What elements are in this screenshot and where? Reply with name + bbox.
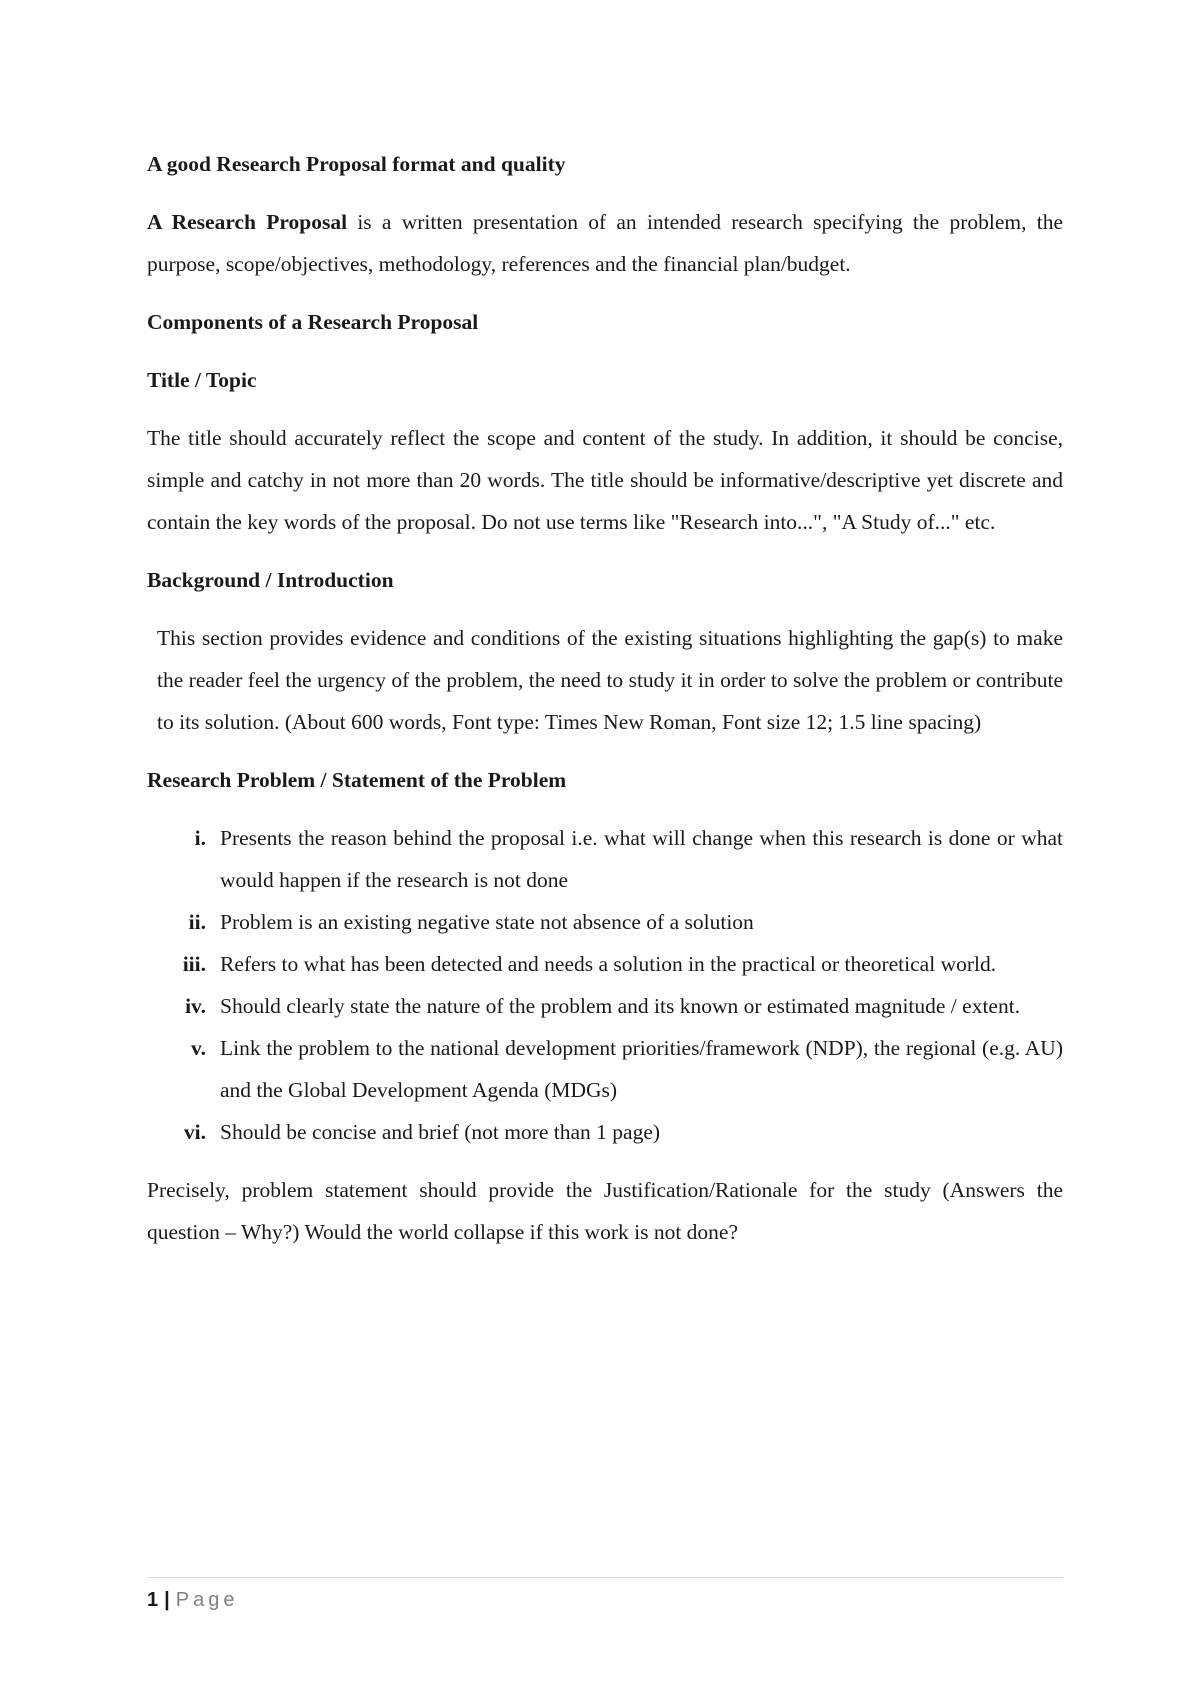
list-item-text: Problem is an existing negative state not absence of a solution [220, 910, 754, 934]
conclusion-paragraph: Precisely, problem statement should provide the Justification/Rationale for the study (Answers the question – Why?) Would the world collapse if this work is not done? [147, 1178, 1063, 1244]
document-title: A good Research Proposal format and quality [147, 152, 566, 176]
list-item-text: Should clearly state the nature of the problem and its known or estimated magnitude / extent. [220, 994, 1021, 1018]
list-numeral: vi. [183, 1120, 206, 1144]
list-item-text: Link the problem to the national development priorities/framework (NDP), the regional (e.g. AU) and the Global Development Agenda (MDGs) [220, 1036, 1063, 1102]
document-body [147, 143, 1063, 1269]
page-label: Page [175, 1589, 239, 1611]
footer-separator: | [164, 1589, 170, 1611]
list-numeral: iii. [182, 952, 206, 976]
research-problem-heading: Research Problem / Statement of the Problem [147, 768, 567, 792]
list-item-text: Refers to what has been detected and needs a solution in the practical or theoretical world. [220, 952, 997, 976]
list-item [147, 1027, 1063, 1111]
background-paragraph: This section provides evidence and conditions of the existing situations highlighting the gap(s) to make the reader feel the urgency of the problem, the need to study it in order to solve the problem or contribute to its solution. (About 600 words, Font type: Times New Roman, Font size 12; 1.5 line spacing) [157, 626, 1063, 734]
definition-term: A Research Proposal [147, 210, 348, 234]
list-item [147, 901, 1063, 943]
list-numeral: v. [191, 1036, 206, 1060]
list-item [147, 817, 1063, 901]
list-item [147, 985, 1063, 1027]
research-problem-list [147, 817, 1063, 1153]
page-footer [147, 1577, 1063, 1614]
list-numeral: i. [194, 826, 206, 850]
title-topic-heading: Title / Topic [147, 368, 257, 392]
definition-paragraph [147, 201, 1063, 285]
components-heading: Components of a Research Proposal [147, 310, 479, 334]
page-number: 1 [147, 1589, 159, 1611]
list-item-text: Should be concise and brief (not more than 1 page) [220, 1120, 661, 1144]
list-item [147, 1111, 1063, 1153]
list-item-text: Presents the reason behind the proposal i.e. what will change when this research is done or what would happen if the research is not done [220, 826, 1063, 892]
list-numeral: ii. [188, 910, 206, 934]
background-heading: Background / Introduction [147, 568, 394, 592]
definition-text: is a written presentation of an intended research specifying the problem, the purpose, scope/objectives, methodology, references and the financial plan/budget. [147, 210, 1063, 276]
list-item [147, 943, 1063, 985]
list-numeral: iv. [185, 994, 206, 1018]
title-topic-paragraph: The title should accurately reflect the scope and content of the study. In addition, it should be concise, simple and catchy in not more than 20 words. The title should be informative/descriptive yet discrete and contain the key words of the proposal. Do not use terms like "Research into...", "A Study of..." etc. [147, 426, 1063, 534]
